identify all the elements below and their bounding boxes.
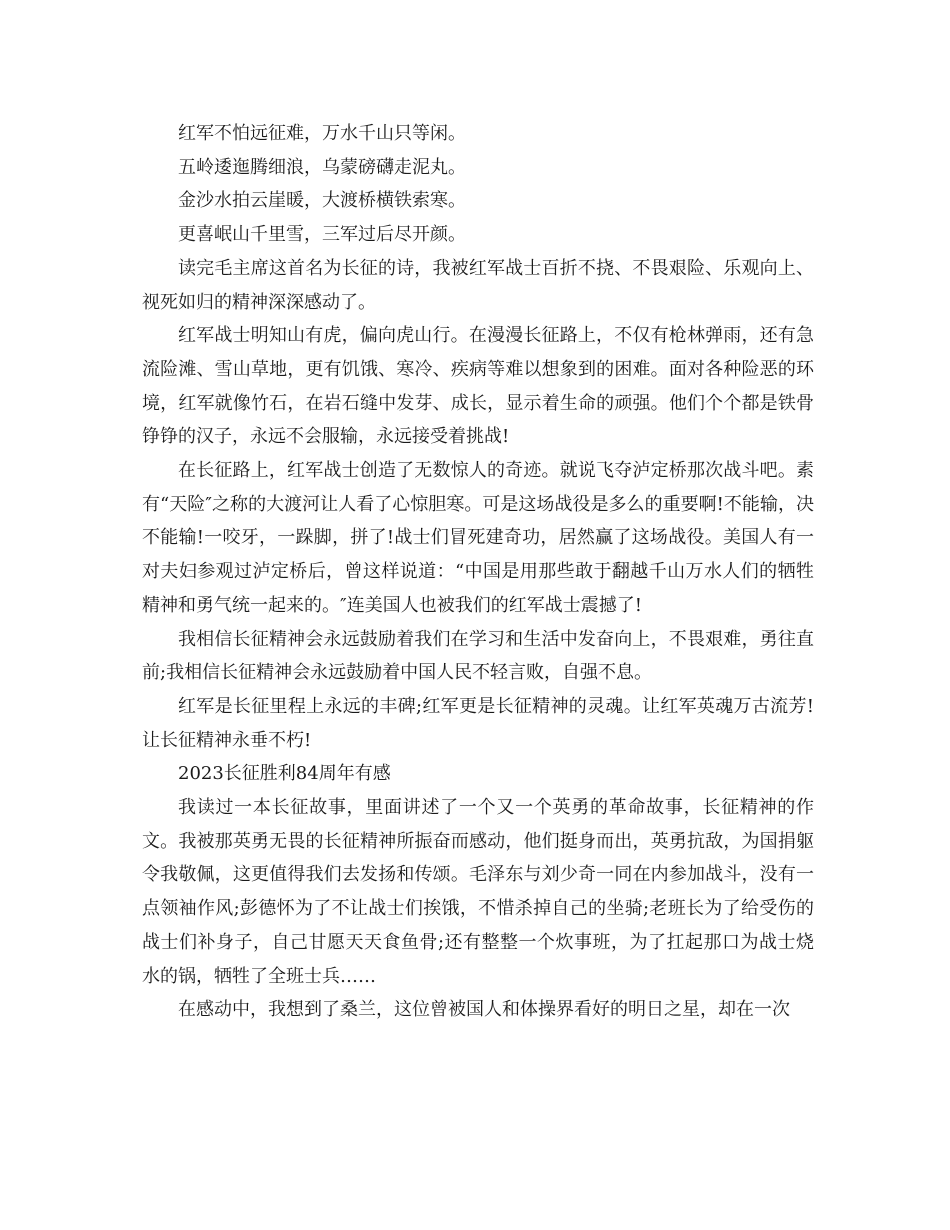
- poem-line-3: 金沙水拍云崖暖，大渡桥横铁索寒。: [178, 190, 466, 212]
- poem-line-2: 五岭逶迤腾细浪，乌蒙磅礴走泥丸。: [178, 156, 466, 178]
- document-body: [142, 117, 814, 1027]
- essay2-paragraph-1: 我读过一本长征故事，里面讲述了一个又一个英勇的革命故事，长征精神的作文。我被那英勇无畏的长征精神所振奋而感动，他们挺身而出，英勇抗敌，为国捐躯令我敬佩，这更值得我们去发扬和传颂。毛泽东与刘少奇一同在内参加战斗，没有一点领袖作风;彭德怀为了不让战士们挨饿，不惜杀掉自己的坐骑;老班长为了给受伤的战士们补身子，自己甘愿天天食鱼骨;还有整整一个炊事班，为了扛起那口为战士烧水的锅，牺牲了全班士兵……: [142, 797, 814, 987]
- essay1-paragraph-2: 红军战士明知山有虎，偏向虎山行。在漫漫长征路上，不仅有枪林弹雨，还有急流险滩、雪山草地，更有饥饿、寒冷、疾病等难以想象到的困难。面对各种险恶的环境，红军就像竹石，在岩石缝中发芽、成长，显示着生命的顽强。他们个个都是铁骨铮铮的汉子，永远不会服输，永远接受着挑战!: [142, 325, 814, 448]
- essay1-paragraph-5: 红军是长征里程上永远的丰碑;红军更是长征精神的灵魂。让红军英魂万古流芳!让长征精神永垂不朽!: [142, 695, 814, 751]
- essay1-paragraph-3: 在长征路上，红军战士创造了无数惊人的奇迹。就说飞夺泸定桥那次战斗吧。素有“天险″之称的大渡河让人看了心惊胆寒。可是这场战役是多么的重要啊!不能输，决不能输!一咬牙，一跺脚，拼了!战士们冒死建奇功，居然赢了这场战役。美国人有一对夫妇参观过泸定桥后，曾这样说道：“中国是用那些敢于翻越千山万水人们的牺牲精神和勇气统一起来的。″连美国人也被我们的红军战士震撼了!: [142, 460, 814, 616]
- essay1-paragraph-4: 我相信长征精神会永远鼓励着我们在学习和生活中发奋向上，不畏艰难，勇往直前;我相信长征精神会永远鼓励着中国人民不轻言败，自强不息。: [142, 628, 814, 684]
- poem-line-1: 红军不怕远征难，万水千山只等闲。: [178, 123, 466, 144]
- poem-line-4: 更喜岷山千里雪，三军过后尽开颜。: [178, 224, 466, 246]
- essay1-paragraph-1: 读完毛主席这首名为长征的诗，我被红军战士百折不挠、不畏艰险、乐观向上、视死如归的精神深深感动了。: [142, 257, 814, 313]
- essay2-paragraph-2: 在感动中，我想到了桑兰，这位曾被国人和体操界看好的明日之星，却在一次: [178, 999, 790, 1021]
- essay2-title: 2023长征胜利84周年有感: [178, 763, 391, 785]
